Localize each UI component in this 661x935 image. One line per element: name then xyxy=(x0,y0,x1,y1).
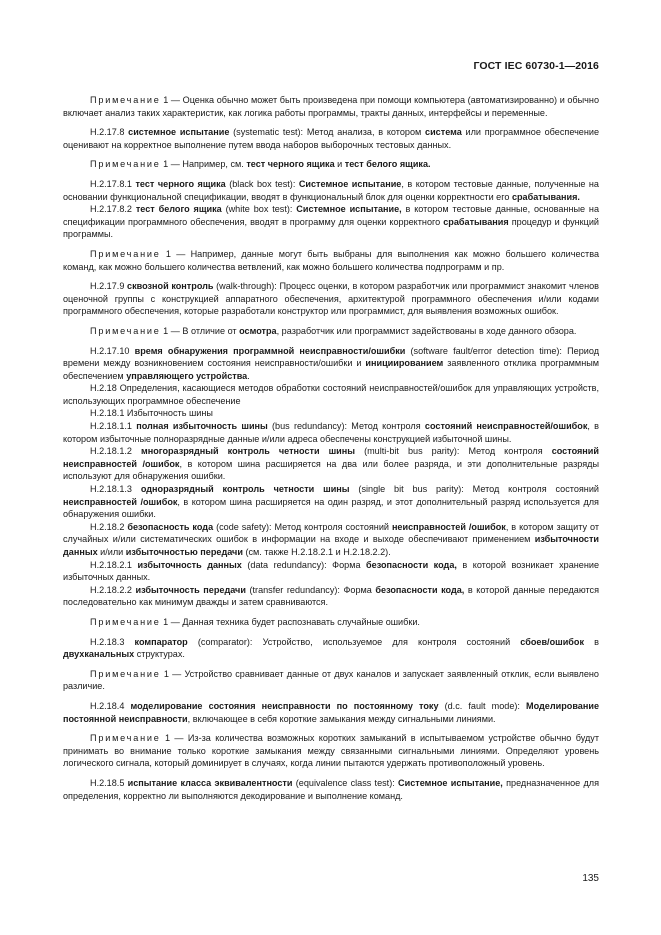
text-run: или программное обеспечение оценивают на корректное выполнение путем ввода наборов выборочных тестовых данных. xyxy=(63,127,600,150)
text-run: (single bit bus parity): Метод контроля состояний xyxy=(349,484,599,495)
paragraph xyxy=(63,325,599,338)
note-label: Примечание xyxy=(90,159,161,170)
paragraph xyxy=(63,521,599,559)
text-run: (bus redundancy): Метод контроля xyxy=(267,421,425,432)
text-run: 1 — Оценка обычно может быть произведена при помощи компьютера (автоматизированно) и обычно включает анализ таких характеристик, как логика работы программы, тракты данных, интерфейсы и переменные. xyxy=(63,95,599,118)
text-run: H.2.18 Определения, касающиеся методов обработки состояний неисправностей/ошибок для управляющих устройств, использующих программное обеспечение xyxy=(63,383,599,406)
text-run: H.2.17.10 xyxy=(90,345,135,356)
note-label: Примечание xyxy=(90,616,161,627)
text-run: (systematic test): Метод анализа, в котором xyxy=(229,127,426,138)
paragraph xyxy=(63,420,599,445)
term: избыточностью передачи xyxy=(125,547,243,557)
note-label: Примечание xyxy=(90,95,161,105)
text-run: H.2.18.1.3 xyxy=(90,484,141,495)
text-run: процедур и функций программы. xyxy=(63,216,599,240)
text-run: , в котором тестовые данные, полученные на основании функциональной спецификации, вводят в функциональный блок для оценки корректности его xyxy=(63,178,599,202)
text-run: и/или xyxy=(97,547,126,557)
text-run: (equivalence class test): xyxy=(292,777,399,788)
note-label: Примечание xyxy=(90,733,161,744)
paragraph xyxy=(63,668,599,693)
text-run: H.2.17.9 xyxy=(90,281,128,292)
text-run: в xyxy=(584,636,600,647)
term: полная избыточность шины xyxy=(136,421,268,432)
text-run: H.2.17.8 xyxy=(90,127,129,138)
text-run: заявленного отклика программным обеспечением xyxy=(63,358,599,381)
paragraph xyxy=(63,126,599,151)
term: системное испытание xyxy=(128,127,230,138)
term: избыточность данных xyxy=(137,559,242,570)
text-run: H.2.18.2.1 xyxy=(90,559,138,570)
term: испытание класса эквивалентности xyxy=(127,777,293,788)
text-run: 1 — Данная техника будет распознавать случайные ошибки. xyxy=(160,616,420,627)
text-run: и xyxy=(334,159,345,170)
term: безопасности кода, xyxy=(375,584,465,595)
term: безопасности кода, xyxy=(366,559,457,570)
text-run: 1 — В отличие от xyxy=(160,325,240,336)
term: Моделирование постоянной неисправности xyxy=(63,700,600,724)
term: Системное испытание, xyxy=(398,777,503,788)
page-number: 135 xyxy=(582,873,599,884)
term: тест белого ящика. xyxy=(344,159,431,170)
text-run: H.2.18.1.1 xyxy=(90,421,137,432)
text-run: H.2.18.4 xyxy=(90,700,131,711)
paragraph xyxy=(63,777,599,802)
term: избыточность передачи xyxy=(135,584,246,595)
term: сбоев/ошибок xyxy=(520,636,585,647)
term: управляющего устройства xyxy=(126,370,248,381)
document-header: ГОСТ IEC 60730-1—2016 xyxy=(473,60,599,72)
term: время обнаружения программной неисправности/ошибки xyxy=(134,345,406,356)
text-run: , разработчик или программист задействованы в ходе данного обзора. xyxy=(276,325,577,336)
text-run: в которой данные передаются последовательно как минимум дважды и затем сравниваются. xyxy=(63,584,599,608)
text-run: H.2.18.1 Избыточность шины xyxy=(90,408,213,419)
paragraph xyxy=(63,584,599,609)
document-body xyxy=(63,87,599,802)
paragraph xyxy=(63,732,599,770)
paragraph xyxy=(63,559,599,584)
text-run: (walk-through): Процесс оценки, в котором разработчик или программист знакомит членов оценочной группы с конструкцией аппаратного обеспечения, архитектурой программного обеспечения и/или кодами программного обеспечения, которые разработали конструктор или программист, для выявления возможных ошибок. xyxy=(63,281,599,317)
text-run: H.2.18.2.2 xyxy=(90,584,136,595)
paragraph xyxy=(63,382,599,407)
paragraph xyxy=(63,158,599,171)
text-run: структурах. xyxy=(134,649,185,660)
paragraph xyxy=(63,94,599,119)
text-run: 1 — Устройство сравнивает данные от двух каналов и запускает заявленный отклик, если выявлено различие. xyxy=(63,668,599,692)
term: срабатывания. xyxy=(511,191,580,202)
text-run: (см. также H.2.18.2.1 и H.2.18.2.2). xyxy=(242,547,391,557)
paragraph xyxy=(63,700,599,725)
term: Системное испытание xyxy=(298,178,402,189)
note-label: Примечание xyxy=(90,668,161,679)
term: срабатывания xyxy=(443,216,509,227)
term: осмотра xyxy=(239,325,277,336)
text-run: (white box test): xyxy=(221,204,297,215)
text-run: , включающее в себя короткие замыкания между сигнальными линиями. xyxy=(187,713,496,724)
term: состояний неисправностей/ошибок xyxy=(424,421,588,432)
note-label: Примечание xyxy=(90,325,161,336)
text-run: 1 — Из-за количества возможных коротких замыканий в испытываемом устройстве обычно будут принимать во внимание только короткие замыкания между связанными сигнальными линиями. Определяют уровень логического сигнала, который доминирует в случаях, когда линии пытаются удержать противоположный уровень. xyxy=(63,733,599,769)
paragraph xyxy=(63,203,599,241)
text-run: (transfer redundancy): Форма xyxy=(245,584,376,595)
paragraph xyxy=(63,616,599,629)
text-run: H.2.18.3 xyxy=(90,636,135,647)
term: тест белого ящика xyxy=(135,204,222,215)
text-run: в котором тестовые данные, основанные на спецификации программного обеспечения, вводят в программу для оценки корректного xyxy=(63,204,599,227)
paragraph xyxy=(63,445,599,483)
term: инициированием xyxy=(365,358,444,369)
term: система xyxy=(425,127,462,138)
term: Системное испытание, xyxy=(296,204,402,215)
paragraph xyxy=(63,280,599,318)
note-label: Примечание xyxy=(90,248,161,259)
text-run: , в котором шина расширяется на два или более разряда, и эти дополнительные разряды используют для обнаружения ошибки. xyxy=(63,458,599,482)
paragraph xyxy=(63,178,599,203)
text-run: (software fault/error detection time): Период времени между возникновением состояния неисправности/ошибки и xyxy=(63,345,600,369)
term: сквозной контроль xyxy=(127,281,214,292)
text-run: (data redundancy): Форма xyxy=(241,559,367,570)
term: неисправностей /ошибок xyxy=(63,496,178,507)
text-run: в которой возникает хранение избыточных данных. xyxy=(63,559,600,583)
term: тест черного ящика xyxy=(246,159,335,170)
term: моделирование состояния неисправности по постоянному току xyxy=(130,700,439,711)
text-run: (multi-bit bus parity): Метод контроля xyxy=(355,446,552,457)
paragraph xyxy=(63,345,599,383)
term: двухканальных xyxy=(63,649,135,660)
text-run: H.2.18.5 xyxy=(90,777,128,788)
text-run: H.2.18.2 xyxy=(90,521,128,532)
paragraph xyxy=(63,636,599,661)
paragraph xyxy=(63,407,599,420)
text-run: , в котором защиту от случайных и/или систематических ошибок в информации на входе и выходе обеспечивают применением xyxy=(63,521,600,545)
term: многоразрядный контроль четности шины xyxy=(141,446,356,457)
text-run: . xyxy=(247,370,250,381)
term: тест черного ящика xyxy=(135,178,226,189)
text-run: H.2.17.8.1 xyxy=(90,178,136,189)
paragraph xyxy=(63,248,599,273)
text-run: 1 — Например, данные могут быть выбраны для выполнения как можно большего количества команд, как можно большего количества ветвлений, как можно большего количества подпрограмм и пр. xyxy=(63,248,599,272)
term: безопасность кода xyxy=(127,521,214,532)
text-run: (black box test): xyxy=(225,178,299,189)
text-run: , в котором избыточные полноразрядные данные и/или адреса обеспечены конструкцией избыточной шины. xyxy=(63,421,599,444)
text-run: (code safety): Метод контроля состояний xyxy=(213,521,392,532)
term: избыточности данных xyxy=(63,534,599,557)
text-run: , в котором шина расширяется на один разряд, и этот дополнительный разряд используется для обнаружения ошибки. xyxy=(63,496,599,520)
term: состояний неисправностей /ошибок xyxy=(63,446,599,469)
text-run: (d.c. fault mode): xyxy=(438,700,527,711)
term: неисправностей /ошибок xyxy=(391,521,506,532)
text-run: 1 — Например, см. xyxy=(160,159,247,170)
text-run: H.2.17.8.2 xyxy=(90,204,136,215)
text-run: H.2.18.1.2 xyxy=(90,446,141,457)
text-run: (comparator): Устройство, используемое для контроля состояний xyxy=(187,636,521,647)
paragraph xyxy=(63,483,599,521)
text-run: предназначенное для определения, корректно ли выполняются декодирование и выполнение команд. xyxy=(63,777,600,801)
term: компаратор xyxy=(134,636,188,647)
term: одноразрядный контроль четности шины xyxy=(140,484,350,495)
